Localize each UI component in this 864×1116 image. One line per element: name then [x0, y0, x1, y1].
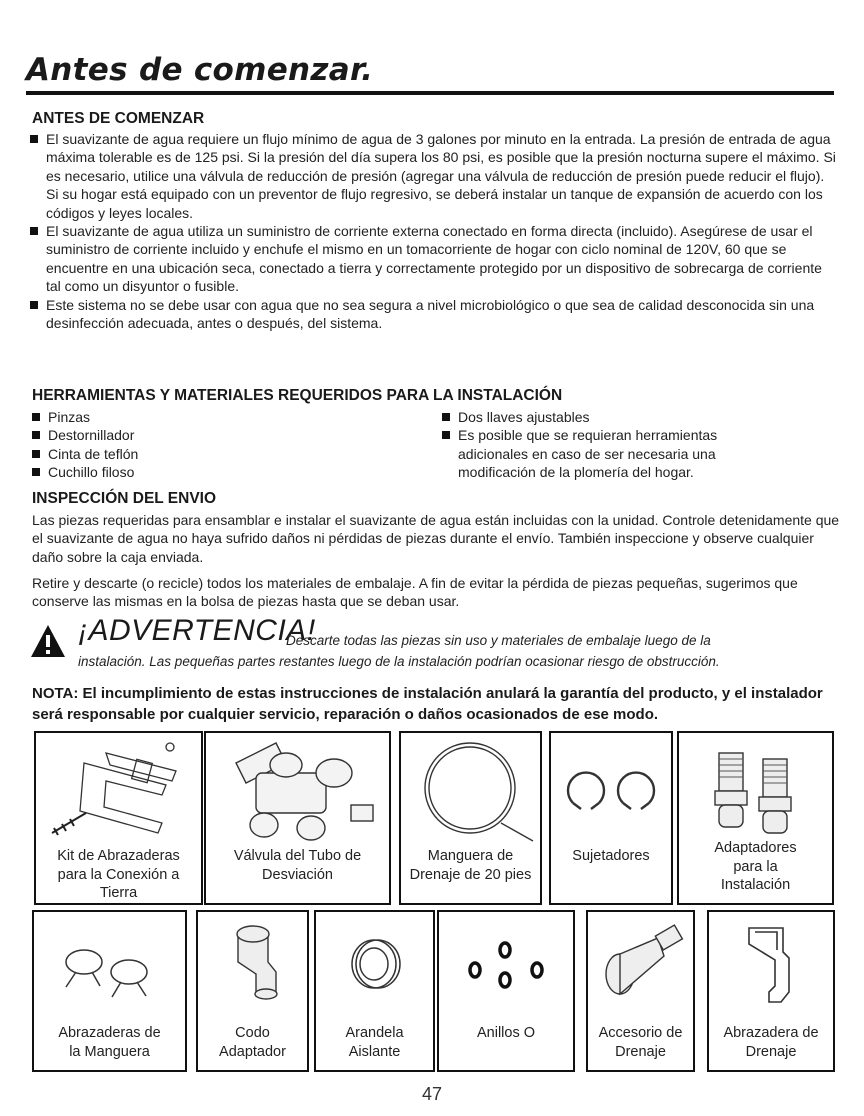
clips-icon: [551, 733, 671, 843]
title-rule: [26, 91, 834, 95]
part-label: Tierra: [99, 885, 138, 901]
warning-line-2: instalación. Las pequeñas partes restantes luego de la instalación podrían ocasionar riesgo de obstrucción.: [78, 654, 720, 669]
part-box-hose-clamps: [32, 910, 187, 1072]
tool-item: Destornillador: [30, 426, 410, 444]
section-heading-tools: HERRAMIENTAS Y MATERIALES REQUERIDOS PARA LA INSTALACIÓN: [32, 387, 563, 404]
drain-fitting-icon: [588, 912, 693, 1012]
elbow-adapter-icon: [198, 912, 307, 1012]
part-box-o-rings: [437, 910, 575, 1072]
section-heading-inspection: INSPECCIÓN DEL ENVIO: [32, 490, 217, 507]
before-bullet: El suavizante de agua requiere un flujo mínimo de agua de 3 galones por minuto en la entrada. La presión de entrada de agua máxima tolerable es de 125 psi. Si la presión del día supera los 80 psi, es posible que la presión nocturna supere el máximo. Si es necesario, utilice una válvula de reducción de presión (agregar una válvula de reducción de presión puede reducir el flujo). Si su hogar está equipado con un preventor de flujo regresivo, se deberá instalar un tanque de expansión de acuerdo con los códigos y leyes locales.: [30, 130, 840, 222]
section-heading-before: ANTES DE COMENZAR: [32, 110, 205, 127]
part-label: la Manguera: [69, 1043, 150, 1060]
warning-text: [78, 630, 848, 672]
part-box-drain-fitting: [586, 910, 695, 1072]
drain-hose-icon: [401, 733, 540, 843]
before-bullet: Este sistema no se debe usar con agua que no sea segura a nivel microbiológico o que sea de calidad desconocida sin una desinfección adecuada, antes o después, del sistema.: [30, 296, 840, 333]
before-bullet-list: [30, 130, 840, 332]
warning-line-1: Descarte todas las piezas sin uso y materiales de embalaje luego de la: [286, 633, 711, 648]
drain-clamp-icon: [709, 912, 833, 1012]
part-label: Kit de Abrazaderas: [57, 848, 180, 864]
part-label: Adaptadores: [714, 840, 797, 856]
inspection-paragraph-2: Retire y descarte (o recicle) todos los materiales de embalaje. A fin de evitar la pérdida de piezas pequeñas, sugerimos que conserve las mismas en la bolsa de piezas hasta que se deban usar.: [32, 575, 798, 610]
part-box-clips: [549, 731, 673, 905]
part-label: Manguera de: [427, 848, 514, 864]
hose-clamps-icon: [34, 912, 185, 1012]
tool-item: Cinta de teflón: [30, 445, 410, 463]
warranty-note: NOTA: El incumplimiento de estas instrucciones de instalación anulará la garantía del producto, y el instalador será responsable por cualquier servicio, reparación o daños ocasionados de ese modo.: [32, 685, 823, 723]
page-title: Antes de comenzar.: [26, 52, 374, 88]
part-label: Sujetadores: [572, 848, 650, 864]
tools-list-right: [440, 408, 790, 482]
part-label: Accesorio de: [598, 1025, 683, 1041]
part-box-ground-clamp-kit: [34, 731, 203, 905]
part-label: para la: [733, 858, 778, 875]
warning-heading: ¡ADVERTENCIA!: [78, 614, 316, 647]
part-label: Arandela: [345, 1025, 404, 1041]
install-adapters-icon: [679, 733, 832, 843]
page-number: 47: [421, 1084, 443, 1104]
part-box-elbow-adapter: [196, 910, 309, 1072]
part-label: Codo: [235, 1025, 270, 1041]
tool-item: Dos llaves ajustables: [440, 408, 790, 426]
part-box-drain-clamp: [707, 910, 835, 1072]
part-box-install-adapters: [677, 731, 834, 905]
tool-item: Cuchillo filoso: [30, 463, 410, 481]
tools-list-left: [30, 408, 410, 482]
part-label: Instalación: [720, 877, 791, 893]
o-rings-icon: [439, 912, 573, 1012]
ground-clamp-kit-icon: [36, 733, 201, 843]
part-label: Drenaje: [745, 1043, 797, 1060]
part-label: Válvula del Tubo de: [233, 848, 362, 864]
part-label: Abrazadera de: [723, 1025, 819, 1041]
warning-icon: [30, 624, 66, 658]
part-label: Aislante: [348, 1043, 401, 1060]
bypass-valve-icon: [206, 733, 389, 843]
part-label: Adaptador: [219, 1043, 286, 1060]
part-label: Anillos O: [476, 1025, 536, 1041]
before-bullet: El suavizante de agua utiliza un suministro de corriente externa conectado en forma directa (incluido). Asegúrese de usar el suministro de corriente incluido y enchufe el mismo en un tomacorriente de hogar con ciclo nominal de 120V, 60 que se encuentre en una ubicación seca, conectado a tierra y correctamente protegido por un dispositivo de sobrecarga de corriente tal como un disyuntor o fusible.: [30, 222, 840, 296]
part-box-bypass-valve: [204, 731, 391, 905]
part-label: Desviación: [262, 866, 333, 883]
part-label: Abrazaderas de: [58, 1025, 161, 1041]
part-box-drain-hose: [399, 731, 542, 905]
insulating-washer-icon: [316, 912, 433, 1012]
part-box-insulating-washer: [314, 910, 435, 1072]
tool-item: Pinzas: [30, 408, 410, 426]
part-label: para la Conexión a: [57, 866, 180, 883]
part-label: Drenaje de 20 pies: [409, 866, 532, 883]
tool-item: Es posible que se requieran herramientas adicionales en caso de ser necesaria una modificación de la plomería del hogar.: [440, 426, 790, 481]
inspection-paragraph-1: Las piezas requeridas para ensamblar e instalar el suavizante de agua están incluidas con la unidad. Controle detenidamente que el suavizante de agua no haya sufrido daños ni pérdidas de piezas durante el envío. También inspeccione y observe cualquier daño sobre la caja enviada.: [32, 512, 840, 565]
part-label: Drenaje: [615, 1043, 666, 1060]
